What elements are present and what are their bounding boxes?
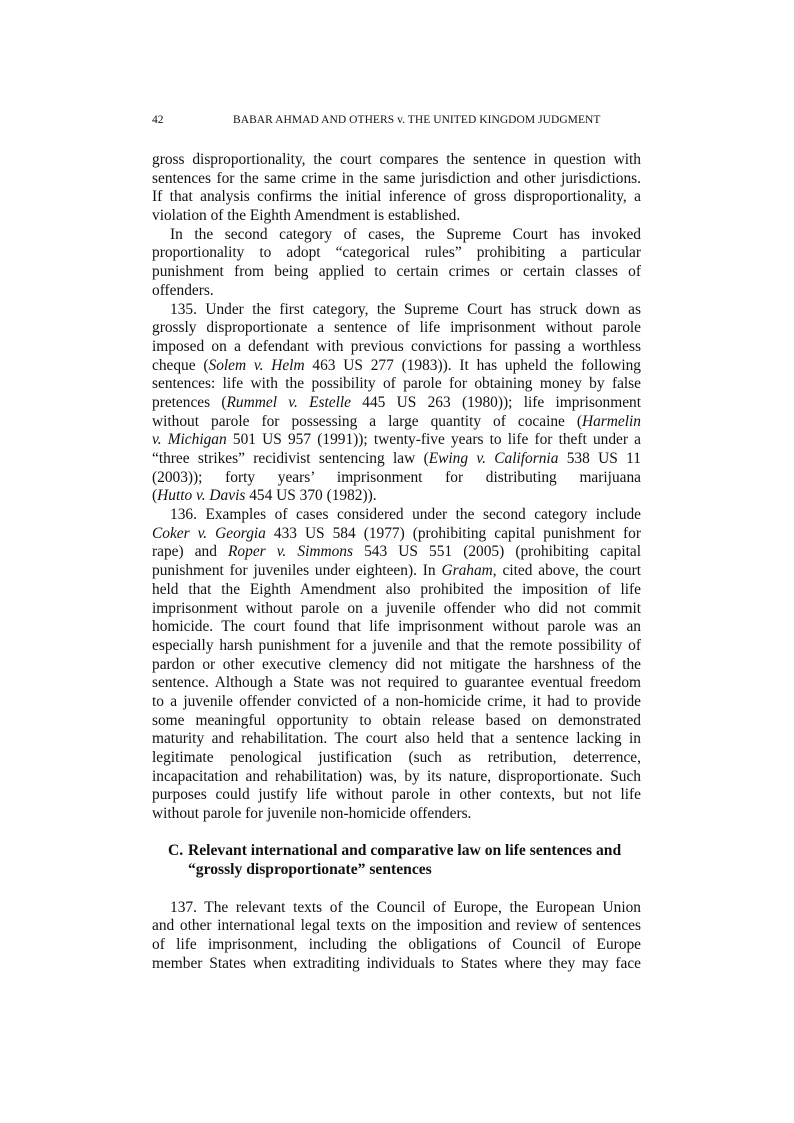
case-citation: Hutto v. Davis — [157, 487, 246, 505]
text-segment: some meaningful opportunity to obtain release based on demonstrated — [152, 711, 641, 729]
text-line — [152, 693, 641, 712]
text-segment: 543 US 551 (2005) (prohibiting capital — [352, 543, 641, 561]
text-line — [152, 207, 641, 226]
text-line — [152, 581, 641, 600]
text-line — [152, 319, 641, 338]
text-segment: sentence. Although a State was not required to guarantee eventual freedom — [152, 674, 641, 692]
text-line — [152, 562, 641, 581]
text-segment: 135. Under the first category, the Supreme Court has struck down as — [170, 300, 641, 318]
text-segment: 445 US 263 (1980)); life imprisonment — [350, 393, 641, 411]
text-line — [152, 469, 641, 488]
text-line — [152, 431, 641, 450]
text-line — [152, 955, 641, 974]
text-segment: , cited above, the court — [492, 562, 642, 580]
text-line — [152, 917, 641, 936]
text-line — [152, 749, 641, 768]
text-segment: Relevant international and comparative law on life sentences and — [188, 842, 622, 860]
text-segment: without parole for possessing a large quantity of cocaine ( — [152, 412, 582, 430]
text-segment: “grossly disproportionate” sentences — [188, 861, 432, 879]
text-segment: 136. Examples of cases considered under the second category include — [170, 506, 641, 524]
text-line — [152, 618, 641, 637]
running-header-title: BABAR AHMAD AND OTHERS v. THE UNITED KINGDOM JUDGMENT — [233, 114, 601, 126]
text-segment: cheque ( — [152, 356, 209, 374]
text-segment: 454 US 370 (1982)). — [245, 487, 377, 505]
text-segment: (2003)); forty years’ imprisonment for distributing marijuana — [152, 468, 641, 486]
case-citation: Ewing v. California — [428, 450, 559, 467]
text-line — [152, 244, 641, 263]
page-number: 42 — [152, 114, 164, 126]
text-segment: violation of the Eighth Amendment is established. — [152, 207, 461, 225]
text-segment: “three strikes” recidivist sentencing law ( — [152, 450, 429, 467]
text-line — [152, 450, 641, 469]
text-segment: without parole for juvenile non-homicide offenders. — [152, 805, 472, 823]
case-citation: Graham — [441, 562, 493, 580]
text-line — [152, 263, 641, 282]
text-segment: grossly disproportionate a sentence of life imprisonment without parole — [152, 319, 641, 337]
text-segment: pretences ( — [152, 393, 227, 411]
text-line — [152, 600, 641, 619]
case-citation: Solem v. Helm — [208, 356, 305, 374]
text-segment: imposed on a defendant with previous convictions for passing a worthless — [152, 337, 641, 355]
text-line — [152, 226, 641, 245]
case-citation: Rummel v. Estelle — [226, 393, 351, 411]
text-segment: sentences for the same crime in the same jurisdiction and other jurisdictions. — [152, 169, 641, 187]
text-segment: punishment from being applied to certain crimes or certain classes of — [152, 263, 641, 281]
text-line — [152, 805, 641, 824]
text-segment: imprisonment without parole on a juvenile offender who did not commit — [152, 599, 641, 617]
section-heading-line — [152, 861, 641, 880]
text-line — [152, 768, 641, 787]
text-segment: 463 US 277 (1983)). It has upheld the following — [304, 356, 641, 374]
text-line — [152, 656, 641, 675]
text-line — [152, 786, 641, 805]
spacer — [152, 824, 641, 843]
document-body — [152, 151, 641, 973]
case-citation: Harmelin — [582, 412, 641, 430]
text-line — [152, 899, 641, 918]
text-line — [152, 712, 641, 731]
text-line — [152, 413, 641, 432]
text-line — [152, 375, 641, 394]
text-segment: legitimate penological justification (such as retribution, deterrence, — [152, 749, 641, 766]
text-line — [152, 674, 641, 693]
text-segment: maturity and rehabilitation. The court also held that a sentence lacking in — [152, 730, 641, 748]
text-segment: ( — [152, 487, 158, 505]
text-line — [152, 357, 641, 376]
text-segment: homicide. The court found that life imprisonment without parole was an — [152, 618, 641, 636]
text-line — [152, 151, 641, 170]
text-segment: incapacitation and rehabilitation) was, by its nature, disproportionate. Such — [152, 767, 641, 785]
section-heading-line — [152, 842, 641, 861]
text-line — [152, 338, 641, 357]
text-line — [152, 506, 641, 525]
case-citation: v. Michigan — [152, 431, 227, 449]
text-segment: of life imprisonment, including the obligations of Council of Europe — [152, 935, 641, 953]
case-citation: Roper v. Simmons — [228, 543, 353, 561]
text-line — [152, 543, 641, 562]
text-segment: purposes could justify life without parole in other contexts, but not life — [152, 786, 641, 804]
text-segment: rape) and — [152, 543, 229, 561]
text-segment: to a juvenile offender convicted of a non-homicide crime, it had to provide — [152, 692, 641, 710]
text-line — [152, 170, 641, 189]
text-line — [152, 487, 641, 506]
text-segment: In the second category of cases, the Supreme Court has invoked — [170, 225, 641, 243]
text-line — [152, 637, 641, 656]
section-label: C. — [168, 842, 184, 860]
text-segment: 433 US 584 (1977) (prohibiting capital punishment for — [265, 524, 642, 542]
text-segment: proportionality to adopt “categorical rules” prohibiting a particular — [152, 244, 641, 262]
text-segment: member States when extraditing individuals to States where they may face — [152, 954, 641, 972]
spacer — [152, 880, 641, 899]
text-segment: sentences: life with the possibility of parole for obtaining money by false — [152, 375, 641, 393]
text-line — [152, 188, 641, 207]
case-citation: Coker v. Georgia — [152, 524, 266, 542]
text-segment: 137. The relevant texts of the Council of Europe, the European Union — [170, 898, 641, 916]
text-line — [152, 282, 641, 301]
text-segment: pardon or other executive clemency did not mitigate the harshness of the — [152, 655, 641, 673]
text-line — [152, 301, 641, 320]
text-line — [152, 394, 641, 413]
text-segment: gross disproportionality, the court compares the sentence in question with — [152, 151, 641, 168]
text-line — [152, 525, 641, 544]
text-line — [152, 730, 641, 749]
text-segment: 501 US 957 (1991)); twenty-five years to life for theft under a — [226, 431, 641, 449]
text-segment: especially harsh punishment for a juvenile and that the remote possibility of — [152, 636, 641, 654]
text-segment: and other international legal texts on the imposition and review of sentences — [152, 917, 641, 935]
text-segment: If that analysis confirms the initial inference of gross disproportionality, a — [152, 188, 641, 206]
text-segment: punishment for juveniles under eighteen). In — [152, 562, 442, 580]
text-segment: offenders. — [152, 281, 214, 299]
text-segment: held that the Eighth Amendment also prohibited the imposition of life — [152, 580, 641, 598]
text-line — [152, 936, 641, 955]
text-segment: 538 US 11 — [558, 450, 641, 467]
